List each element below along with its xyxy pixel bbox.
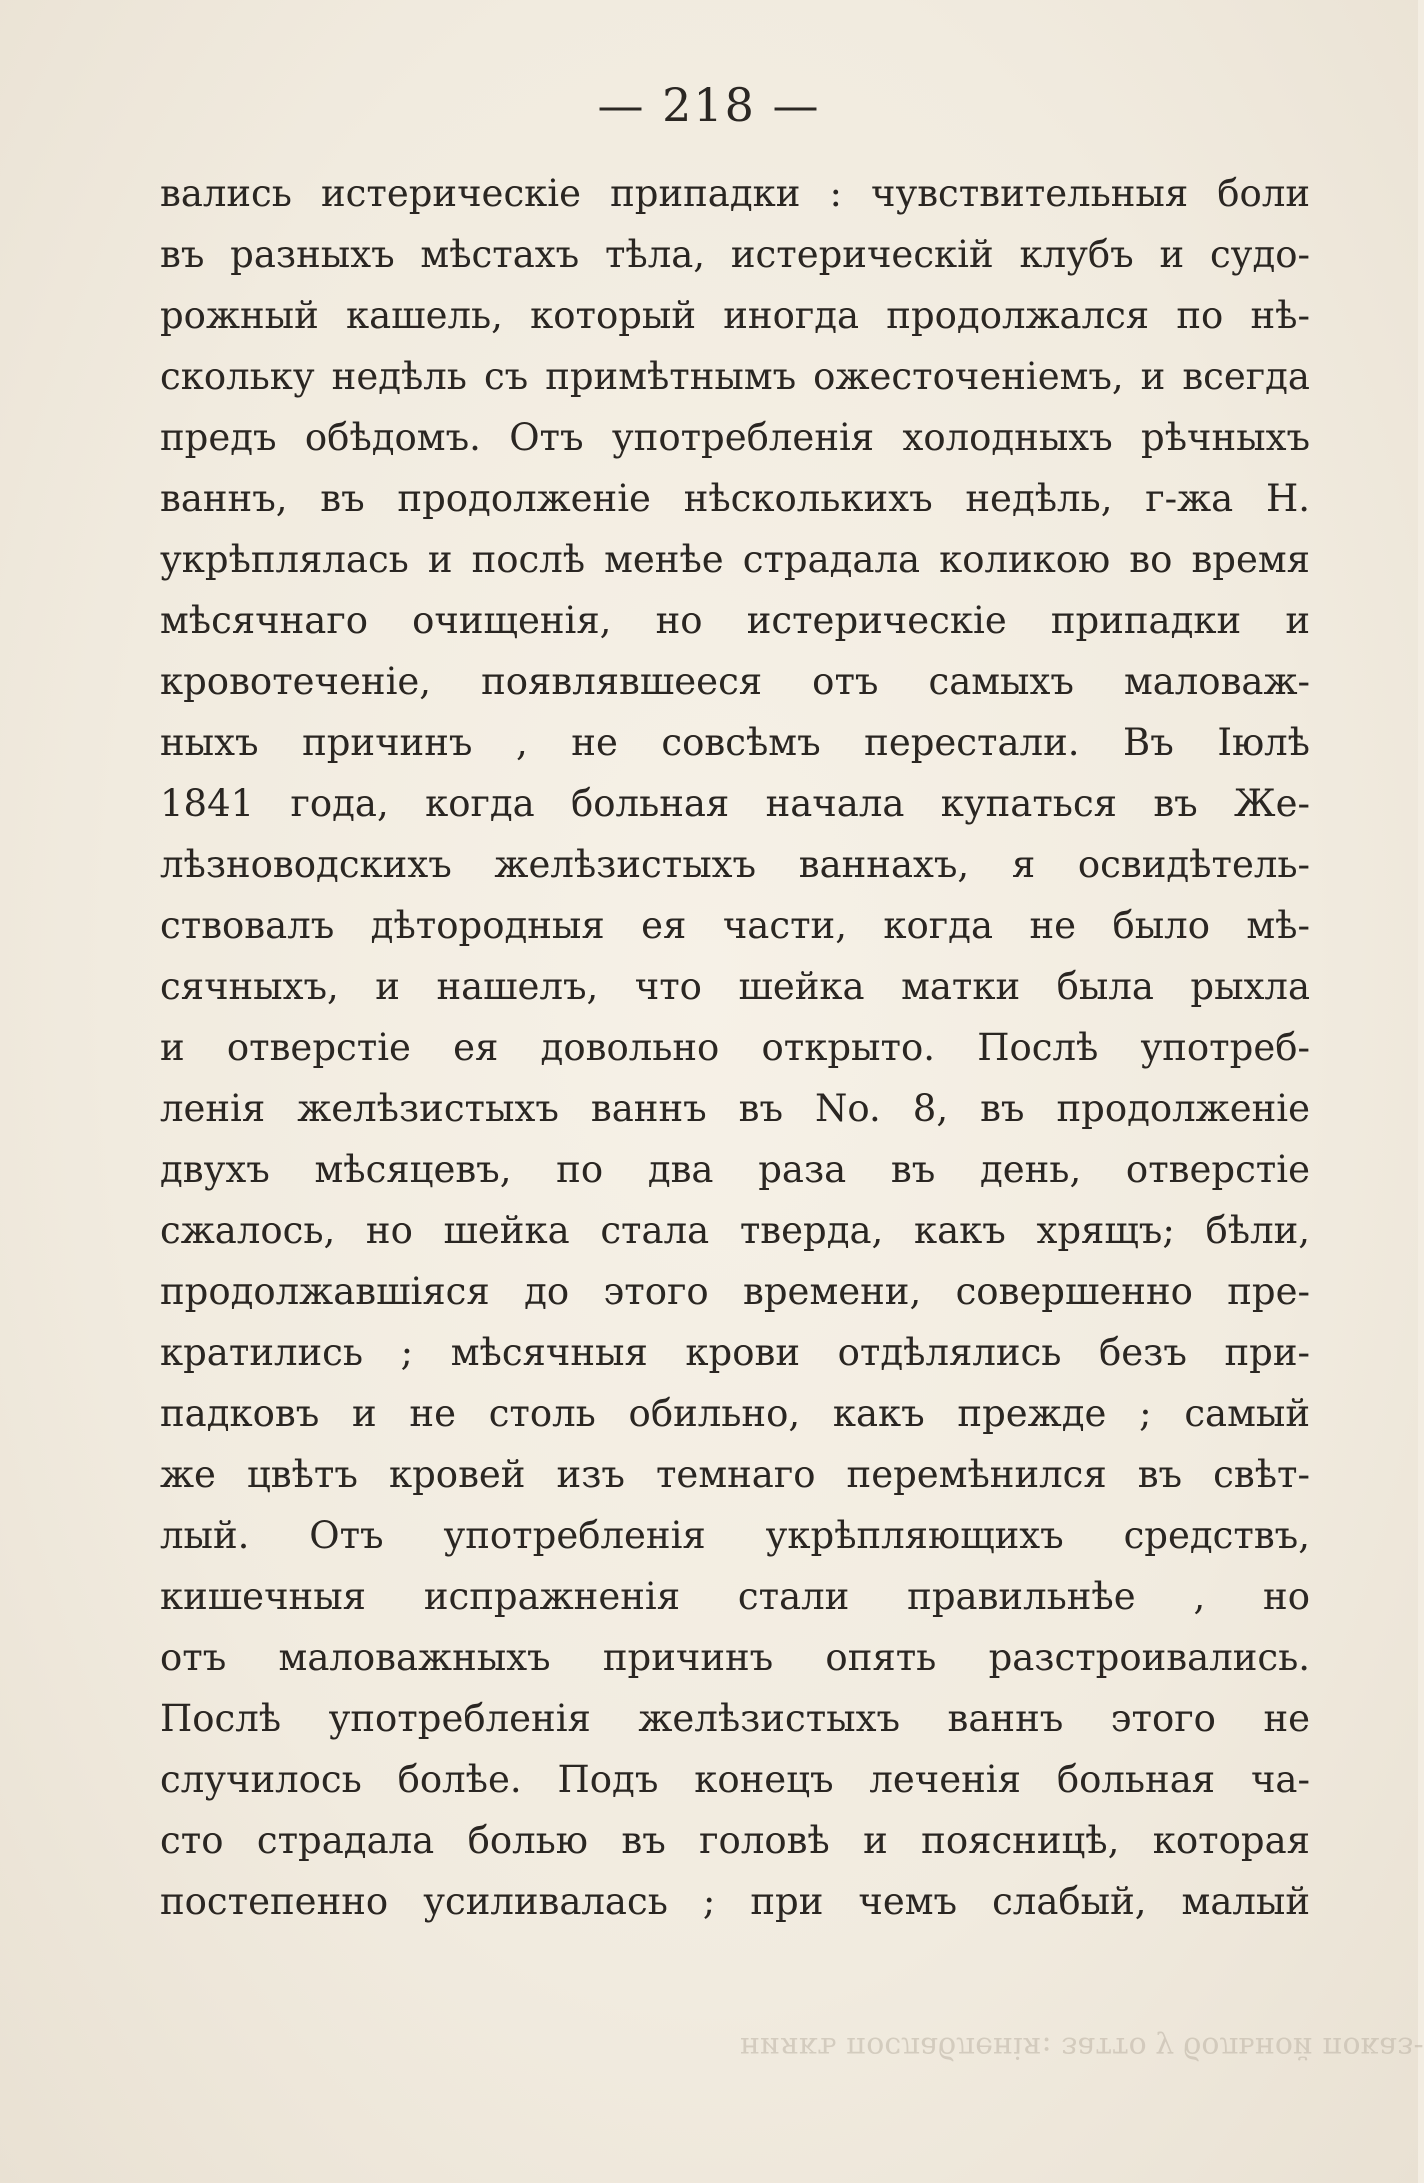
text-line: ваннъ, въ продолженіе нѣсколькихъ недѣль, г-жа Н. <box>160 477 1310 520</box>
text-line: кратились ; мѣсячныя крови отдѣлялись безъ при- <box>160 1331 1310 1374</box>
body-text <box>160 163 1310 1932</box>
text-line: ленія желѣзистыхъ ваннъ въ No. 8, въ продолженіе <box>160 1087 1310 1130</box>
text-line: сто страдала болью въ головѣ и поясницѣ, которая <box>160 1819 1310 1862</box>
text-line: 1841 года, когда больная начала купаться въ Же- <box>160 782 1310 825</box>
text-line: и отверстіе ея довольно открыто. Послѣ употреб- <box>160 1026 1310 1069</box>
text-line: сжалось, но шейка стала тверда, какъ хрящъ; бѣли, <box>160 1209 1310 1252</box>
text-line: постепенно усиливалась ; при чемъ слабый, малый <box>160 1880 1310 1923</box>
text-line: ныхъ причинъ , не совсѣмъ перестали. Въ Іюлѣ <box>160 721 1310 764</box>
text-line: отъ маловажныхъ причинъ опять разстроивались. <box>160 1636 1310 1679</box>
text-line: двухъ мѣсяцевъ, по два раза въ день, отверстіе <box>160 1148 1310 1191</box>
text-line: ствовалъ дѣтородныя ея части, когда не было мѣ- <box>160 904 1310 947</box>
text-line: кишечныя испражненія стали правильнѣе , но <box>160 1575 1310 1618</box>
text-line: кровотеченіе, появлявшееся отъ самыхъ маловаж- <box>160 660 1310 703</box>
text-line: рожный кашель, который иногда продолжался по нѣ- <box>160 294 1310 337</box>
text-line: вались истерическіе припадки : чувствительныя боли <box>160 172 1310 215</box>
text-line: падковъ и не столь обильно, какъ прежде ; самый <box>160 1392 1310 1435</box>
text-line: продолжавшіяся до этого времени, совершенно пре- <box>160 1270 1310 1313</box>
text-line: же цвѣтъ кровей изъ темнаго перемѣнился въ свѣт- <box>160 1453 1310 1496</box>
text-line: предъ обѣдомъ. Отъ употребленія холодныхъ рѣчныхъ <box>160 416 1310 459</box>
text-line: въ разныхъ мѣстахъ тѣла, истерическій клубъ и судо- <box>160 233 1310 276</box>
text-line: скольку недѣль съ примѣтнымъ ожесточеніемъ, и всегда <box>160 355 1310 398</box>
text-line: мѣсячнаго очищенія, но истерическіе припадки и <box>160 599 1310 642</box>
text-line: укрѣплялась и послѣ менѣе страдала коликою во время <box>160 538 1310 581</box>
text-line: лый. Отъ употребленія укрѣпляющихъ средствъ, <box>160 1514 1310 1557</box>
page-number: — 218 — <box>597 78 821 132</box>
text-line: Послѣ употребленія желѣзистыхъ ваннъ этого не <box>160 1697 1310 1740</box>
text-line: сячныхъ, и нашелъ, что шейка матки была рыхла <box>160 965 1310 1008</box>
text-line: лѣзноводскихъ желѣзистыхъ ваннахъ, я освидѣтель- <box>160 843 1310 886</box>
text-line: случилось болѣе. Подъ конецъ леченія больная ча- <box>160 1758 1310 1801</box>
bleed-through-text: ниякъ послабленія: затто у больной показ- <box>740 2030 1424 2065</box>
